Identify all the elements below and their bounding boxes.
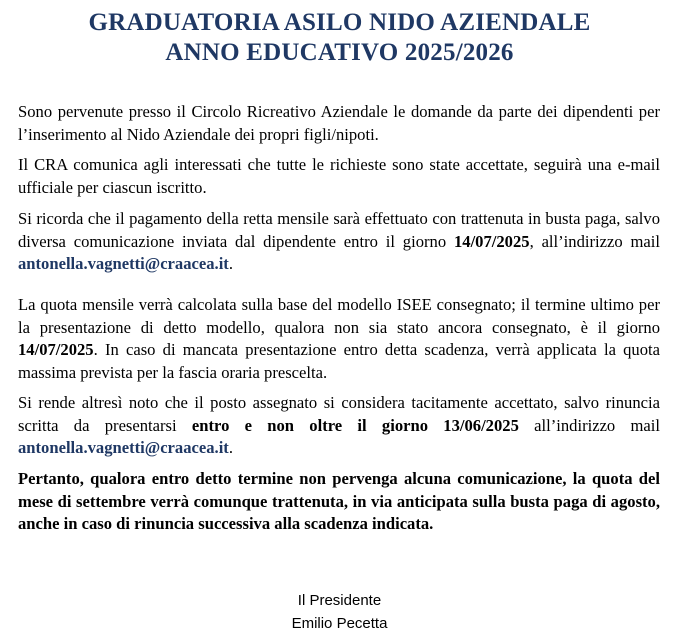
payment-text: Si ricorda che il pagamento della retta mensile sarà effettuato con trattenuta in busta paga, salvo diversa comunicazione inviata dal dipendente entro il giorno	[18, 209, 660, 251]
acceptance-text-end: .	[228, 438, 233, 457]
acceptance-text-mail: all’indirizzo mail	[518, 415, 660, 435]
document-title-line-1: GRADUATORIA ASILO NIDO AZIENDALE	[88, 9, 591, 36]
signature-name: Emilio Pecetta	[291, 615, 388, 632]
email-link[interactable]: antonella.vagnetti@craacea.it	[18, 438, 229, 457]
payment-deadline-date: 14/07/2025	[453, 231, 530, 251]
renunciation-deadline: entro e non oltre il giorno 13/06/2025	[191, 415, 519, 435]
email-link[interactable]: antonella.vagnetti@craacea.it	[18, 254, 229, 273]
payment-text-end: .	[228, 254, 233, 273]
payment-text-mail: , all’indirizzo mail	[529, 231, 660, 251]
isee-text: La quota mensile verrà calcolata sulla base del modello ISEE consegnato; il termine ultimo per la presentazione di detto modello, qualora non sia stato ancora consegnato, è il giorno	[18, 295, 660, 337]
paragraph-payment-reminder	[18, 208, 660, 276]
acceptance-text: Si rende altresì noto che il posto assegnato si considera tacitamente accettato, salvo rinuncia scritta da presentarsi	[18, 393, 660, 435]
paragraph-requests-accepted: Il CRA comunica agli interessati che tutte le richieste sono state accettate, seguirà una e-mail ufficiale per ciascun iscritto.	[18, 155, 660, 197]
document-title-line-2: ANNO EDUCATIVO 2025/2026	[165, 39, 514, 66]
paragraph-applications-received: Sono pervenute presso il Circolo Ricreativo Aziendale le domande da parte dei dipendenti per l’inserimento al Nido Aziendale dei propri figli/nipoti.	[18, 102, 660, 144]
isee-text-end: . In caso di mancata presentazione entro detta scadenza, verrà applicata la quota massima prevista per la fascia oraria prescelta.	[18, 340, 660, 382]
isee-deadline-date: 14/07/2025	[18, 340, 94, 359]
paragraph-isee-fee	[18, 294, 660, 384]
paragraph-september-fee-notice: Pertanto, qualora entro detto termine non pervenga alcuna comunicazione, la quota del mese di settembre verrà comunque trattenuta, in via anticipata sulla busta paga di agosto, anche in caso di rinuncia successiva alla scadenza indicata.	[18, 469, 660, 533]
signature-role: Il Presidente	[297, 592, 382, 609]
paragraph-place-acceptance	[18, 392, 660, 460]
